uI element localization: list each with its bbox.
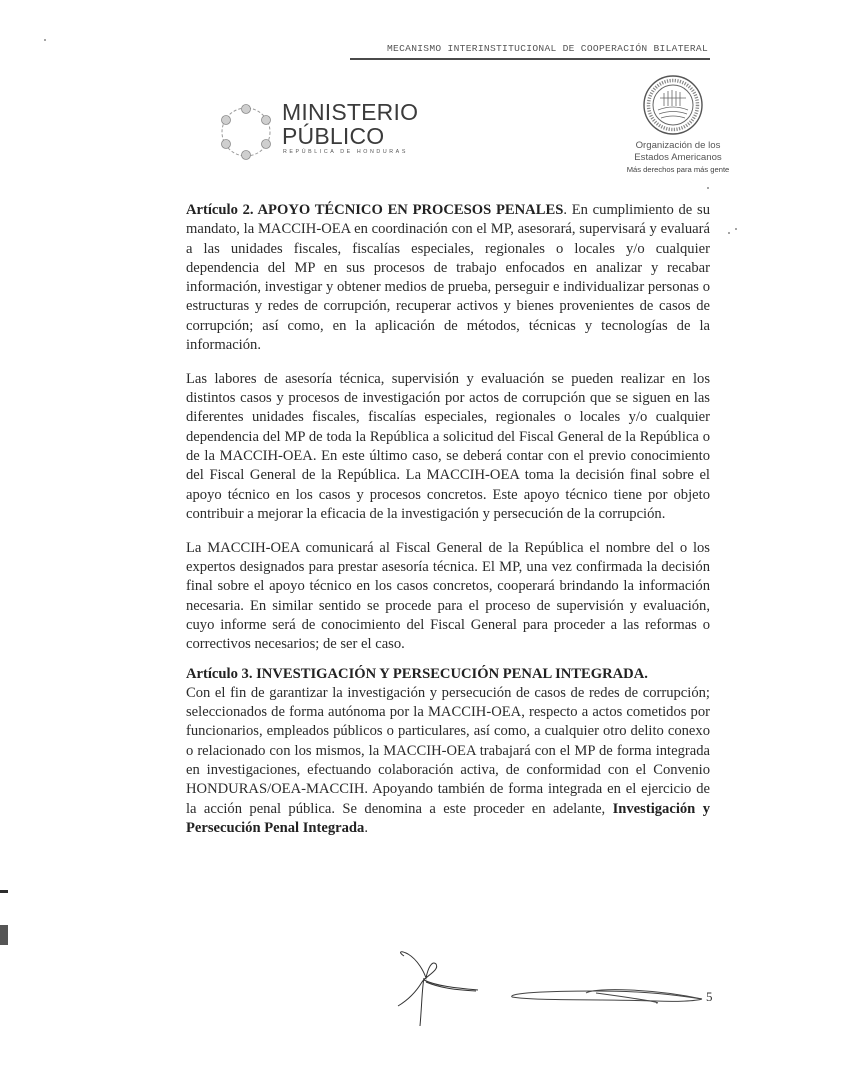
ministerio-publico-logo: [216, 99, 419, 162]
article-3-defined-term: Investigación y Persecución Penal Integrada: [186, 800, 710, 836]
article-3-paragraph: [186, 665, 710, 839]
document-body: [186, 201, 710, 853]
oea-name-line-2: Estados Americanos: [634, 151, 722, 163]
scan-speck: [728, 232, 730, 234]
signature-initial-right-icon: [506, 985, 706, 1009]
scan-speck: [707, 187, 709, 189]
article-3-heading: Artículo 3. INVESTIGACIÓN Y PERSECUCIÓN PENAL INTEGRADA: [186, 665, 645, 682]
running-header-title: MECANISMO INTERINSTITUCIONAL DE COOPERACIÓN BILATERAL: [386, 43, 708, 54]
ministerio-line: MINISTERIO: [282, 99, 419, 125]
article-2-paragraph-3: La MACCIH-OEA comunicará al Fiscal General de la República el nombre del o los expertos designados para prestar asesoría técnica. El MP, una vez confirmada la decisión final sobre el apoyo técnico en los casos concretos, cooperará brindando la información necesaria. En similar sentido se procede para el proceso de supervisión y evaluación, cuyo informe será de conocimiento del Fiscal General para proceder a las reformas o correctivos necesarios; de ser el caso.: [186, 539, 710, 653]
ministerio-publico-wordmark: [282, 100, 418, 148]
scan-edge-mark: [0, 890, 8, 893]
oea-seal-icon: [642, 74, 704, 136]
article-3-closing-period: .: [364, 819, 368, 836]
scan-edge-mark: [0, 925, 8, 945]
article-2-text-1: . En cumplimiento de su mandato, la MACCIH-OEA en coordinación con el MP, asesorará, supervisará y evaluará a las unidades fiscales, fiscalías especiales, regionales o locales y/o cualquier dependencia del MP en sus procesos de trabajo enfocados en analizar y recabar información, investigar y obtener medios de prueba, perseguir e individualizar personas o estructuras y redes de corrupción, recuperar activos y bienes provenientes de casos de corrupción; así como, en la aplicación de métodos, técnicas y tecnologías de la información.: [186, 202, 710, 354]
ministerio-publico-emblem-icon: [216, 102, 276, 162]
oea-name: [620, 140, 736, 163]
publico-line: PÚBLICO: [282, 123, 385, 149]
oea-tagline: Más derechos para más gente: [626, 165, 730, 174]
article-2-paragraph-2: Las labores de asesoría técnica, supervisión y evaluación se pueden realizar en los distintos casos y procesos de investigación por actos de corrupción que se siguen en las diferentes unidades fiscales, fiscalías especiales, regionales o locales y/o cualquier dependencia del MP de toda la República a solicitud del Fiscal General de la República o de la MACCIH-OEA. En este último caso, se deberá contar con el previo conocimiento del Fiscal General de la República. La MACCIH-OEA toma la decisión final sobre el apoyo técnico en los casos y procesos concretos. Este apoyo técnico tiene por objeto contribuir a mejorar la eficacia de la investigación y persecución de la corrupción.: [186, 370, 710, 522]
scan-speck: [44, 39, 46, 41]
ministerio-subtitle: REPÚBLICA DE HONDURAS: [283, 149, 408, 155]
oea-logo: [620, 74, 740, 184]
page-number: 5: [706, 989, 713, 1004]
article-3-heading-period: .: [644, 665, 648, 682]
header-rule: [350, 58, 710, 60]
oea-name-line-1: Organización de los: [635, 140, 721, 151]
signature-initial-left-icon: [396, 948, 486, 1028]
scan-speck: [735, 228, 737, 230]
article-3-text: Con el fin de garantizar la investigación y persecución de casos de redes de corrupción; seleccionados de forma autónoma por la MACCIH-OEA, respecto a actos cometidos por funcionarios, empleados públicos o particulares, así como, a cualquier otro delito conexo o relacionado con los mismos, la MACCIH-OEA trabajará con el MP de forma integrada en investigaciones, efectuando colaboración activa, de conformidad con el Convenio HONDURAS/OEA-MACCIH. Apoyando también de forma integrada en el ejercicio de la acción penal pública. Se denomina a este proceder en adelante,: [186, 684, 710, 817]
article-2-heading: Artículo 2. APOYO TÉCNICO EN PROCESOS PENALES: [186, 202, 564, 218]
article-2-paragraph-1: [186, 201, 710, 355]
